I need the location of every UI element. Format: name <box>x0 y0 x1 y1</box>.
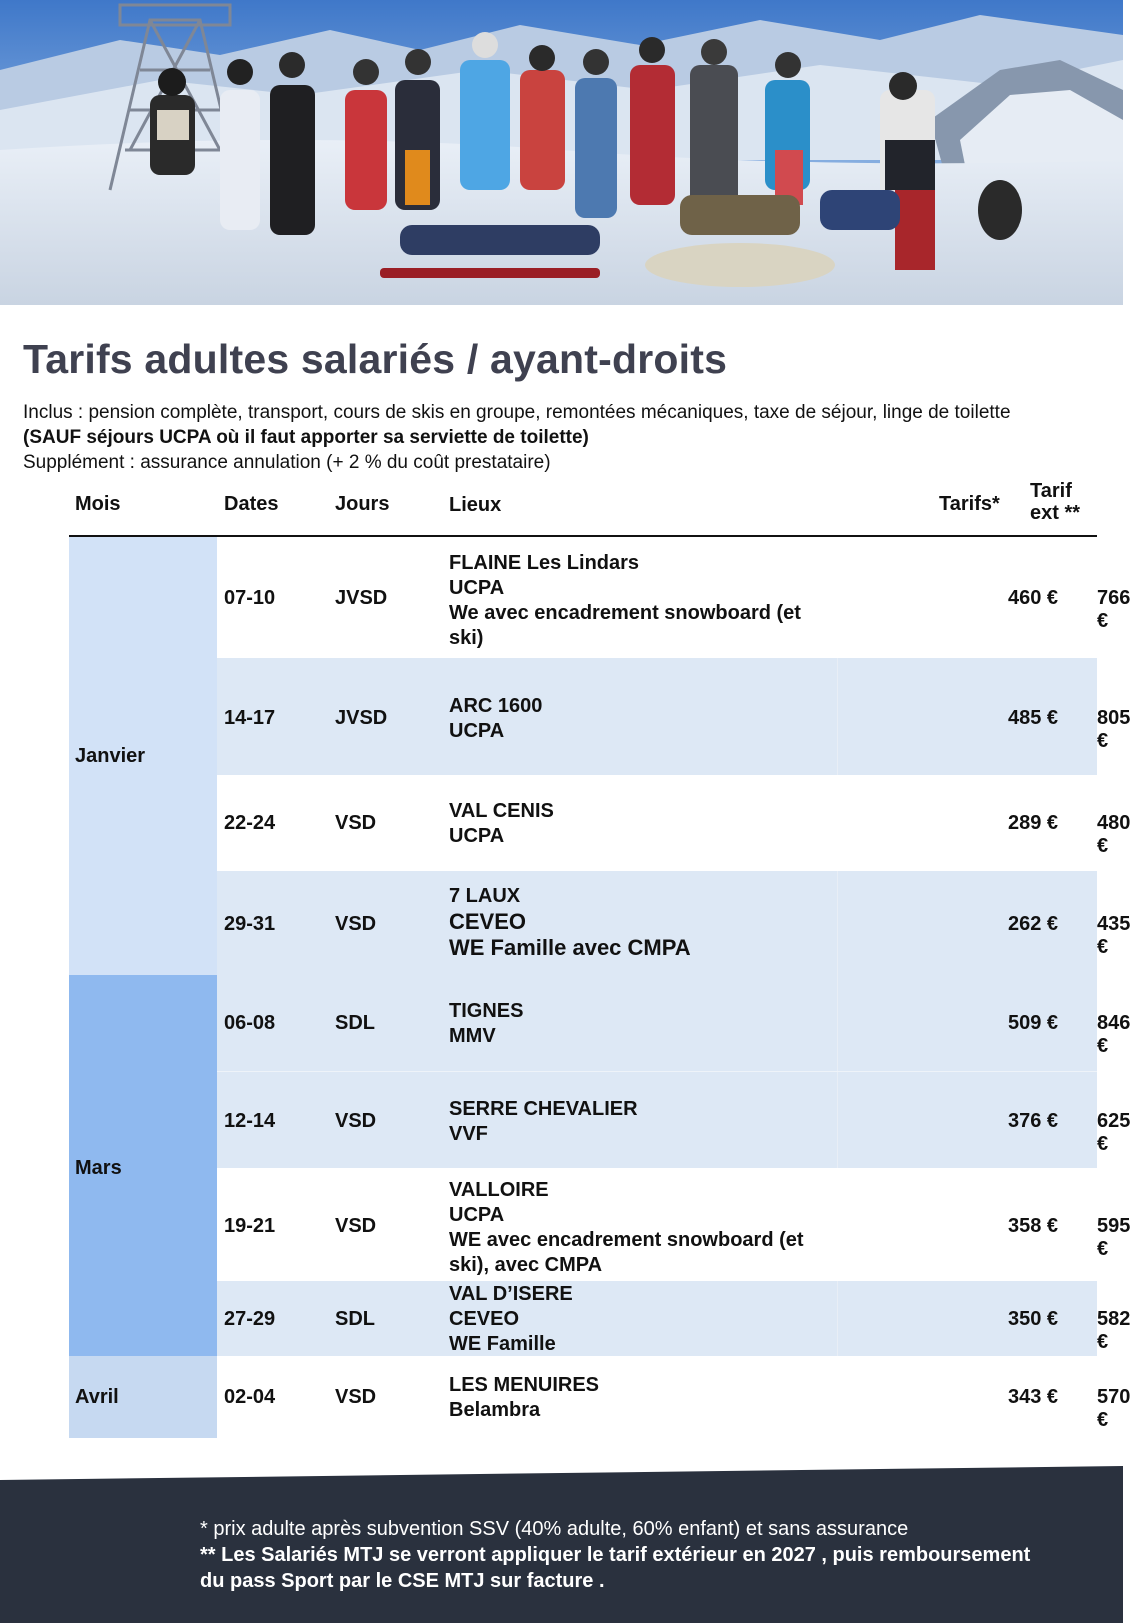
row-jours: VSD <box>335 812 377 834</box>
row-tarif-ext: 595 € <box>1097 1215 1130 1260</box>
row-jours: VSD <box>335 913 377 935</box>
lieu-station: TIGNES <box>449 1000 524 1022</box>
row-tarif: 262 € <box>1008 913 1059 935</box>
row-tarif: 343 € <box>1008 1386 1059 1408</box>
page-title: Tarifs adultes salariés / ayant-droits <box>23 336 728 382</box>
lieu-station: VALLOIRE <box>449 1179 549 1201</box>
header-tarif-ext-line1: Tarif <box>1030 480 1072 502</box>
row-dates: 07-10 <box>224 587 276 609</box>
lieu-provider: Belambra <box>449 1399 541 1421</box>
lieu-station: 7 LAUX <box>449 885 521 907</box>
row-lieux <box>449 999 829 1049</box>
ski-group-photo <box>0 0 1123 305</box>
row-tarif-ext: 805 € <box>1097 707 1130 752</box>
row-tarif: 460 € <box>1008 587 1059 609</box>
row-jours: JVSD <box>335 587 388 609</box>
footnote-mtj-cont: du pass Sport par le CSE MTJ sur facture . <box>200 1570 605 1592</box>
table-row <box>217 1168 1130 1281</box>
row-jours: VSD <box>335 1110 377 1132</box>
intro-text <box>23 400 1011 475</box>
row-dates: 19-21 <box>224 1215 276 1237</box>
hero-photo <box>0 0 1123 305</box>
lieu-provider: UCPA <box>449 825 505 847</box>
lieu-note: WE Famille <box>449 1333 556 1355</box>
column-divider <box>837 658 838 775</box>
table-header <box>69 478 1097 537</box>
lieu-station: SERRE CHEVALIER <box>449 1098 638 1120</box>
month-avril <box>69 1356 217 1438</box>
header-tarif-ext-line2: ext ** <box>1030 502 1081 524</box>
footnote-price: * prix adulte après subvention SSV (40% adulte, 60% enfant) et sans assurance <box>200 1518 909 1540</box>
lieu-provider: CEVEO <box>449 909 527 934</box>
row-lieux <box>449 1178 829 1278</box>
lieu-note: WE Famille avec CMPA <box>449 935 691 960</box>
lieu-station: ARC 1600 <box>449 695 543 717</box>
intro-included: Inclus : pension complète, transport, cours de skis en groupe, remontées mécaniques, taxe de séjour, linge de toilette <box>23 402 1011 423</box>
row-lieux <box>449 1373 829 1423</box>
table-row <box>217 658 1130 775</box>
row-jours: SDL <box>335 1308 375 1330</box>
row-tarif-ext: 766 € <box>1097 587 1130 632</box>
header-mois: Mois <box>75 493 121 515</box>
table-row <box>217 871 1130 975</box>
row-lieux <box>449 1097 829 1147</box>
pricing-table <box>69 478 1130 1431</box>
row-tarif: 376 € <box>1008 1110 1059 1132</box>
row-lieux <box>449 799 829 849</box>
lieu-station: VAL D’ISERE <box>449 1283 573 1305</box>
intro-supplement: Supplément : assurance annulation (+ 2 % du coût prestataire) <box>23 452 551 473</box>
lieu-note: ski), avec CMPA <box>449 1254 603 1276</box>
footnote-mtj: ** Les Salariés MTJ se verront appliquer le tarif extérieur en 2027 , puis remboursement <box>200 1544 1031 1566</box>
row-dates: 22-24 <box>224 812 276 834</box>
lieu-provider: VVF <box>449 1123 488 1145</box>
header-tarif-ext <box>1030 480 1080 524</box>
row-dates: 12-14 <box>224 1110 276 1132</box>
header-jours: Jours <box>335 493 390 515</box>
row-tarif: 509 € <box>1008 1012 1059 1034</box>
lieu-provider: UCPA <box>449 577 505 599</box>
row-tarif: 289 € <box>1008 812 1059 834</box>
month-label: Mars <box>75 1157 122 1179</box>
row-tarif-ext: 582 € <box>1097 1308 1130 1353</box>
row-dates: 02-04 <box>224 1386 276 1408</box>
lieu-provider: MMV <box>449 1025 496 1047</box>
row-dates: 27-29 <box>224 1308 276 1330</box>
table-row <box>217 1356 1130 1438</box>
header-tarifs: Tarifs* <box>939 493 1000 515</box>
table-row <box>217 975 1130 1071</box>
row-tarif-ext: 625 € <box>1097 1110 1130 1155</box>
row-dates: 14-17 <box>224 707 276 729</box>
table-row <box>217 775 1130 871</box>
row-tarif: 485 € <box>1008 707 1059 729</box>
row-jours: VSD <box>335 1386 377 1408</box>
row-tarif-ext: 480 € <box>1097 812 1130 857</box>
month-label: Janvier <box>75 745 146 767</box>
column-divider <box>837 1281 838 1356</box>
row-lieux <box>449 1282 829 1357</box>
header-lieux: Lieux <box>449 494 502 516</box>
column-divider <box>837 871 838 975</box>
footer-notes <box>200 1516 1030 1594</box>
row-tarif: 358 € <box>1008 1215 1059 1237</box>
table-row <box>217 537 1130 658</box>
column-divider <box>837 975 838 1071</box>
table-row <box>217 1071 1130 1168</box>
row-tarif: 350 € <box>1008 1308 1059 1330</box>
lieu-note: ski) <box>449 627 484 649</box>
row-lieux <box>449 694 829 744</box>
lieu-station: VAL CENIS <box>449 800 554 822</box>
lieu-note: We avec encadrement snowboard (et <box>449 602 801 624</box>
row-jours: JVSD <box>335 707 388 729</box>
intro-exception: (SAUF séjours UCPA où il faut apporter sa serviette de toilette) <box>23 427 589 448</box>
lieu-provider: UCPA <box>449 720 505 742</box>
month-janvier <box>69 537 217 975</box>
lieu-station: LES MENUIRES <box>449 1374 600 1396</box>
row-jours: VSD <box>335 1215 377 1237</box>
row-tarif-ext: 570 € <box>1097 1386 1130 1431</box>
column-divider <box>837 1072 838 1168</box>
month-label: Avril <box>75 1386 119 1408</box>
row-tarif-ext: 435 € <box>1097 913 1130 958</box>
month-mars <box>69 975 217 1356</box>
lieu-provider: CEVEO <box>449 1308 520 1330</box>
lieu-provider: UCPA <box>449 1204 505 1226</box>
row-tarif-ext: 846 € <box>1097 1012 1130 1057</box>
row-lieux <box>449 884 829 961</box>
header-dates: Dates <box>224 493 279 515</box>
row-lieux <box>449 551 829 651</box>
row-jours: SDL <box>335 1012 375 1034</box>
row-dates: 06-08 <box>224 1012 276 1034</box>
table-row <box>217 1281 1130 1356</box>
lieu-note: WE avec encadrement snowboard (et <box>449 1229 804 1251</box>
row-dates: 29-31 <box>224 913 276 935</box>
lieu-station: FLAINE Les Lindars <box>449 552 640 574</box>
